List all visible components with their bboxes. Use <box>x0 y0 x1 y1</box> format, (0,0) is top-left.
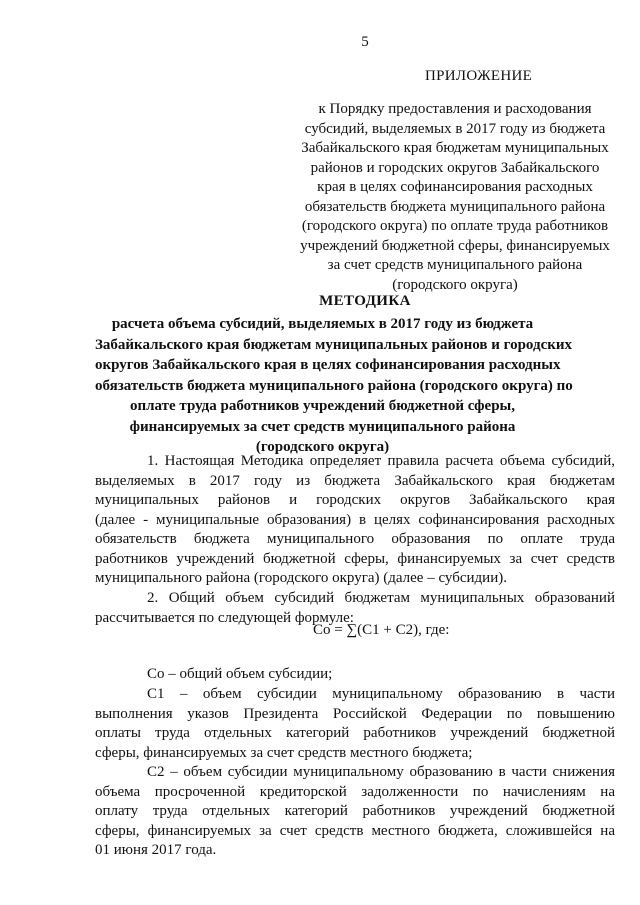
paragraph-line: выделяемых в 2017 году из бюджета Забайкальского края бюджетам <box>95 472 615 489</box>
paragraph-line: муниципального района (городского округа) (далее – субсидии). <box>95 570 507 586</box>
annex-line: за счет средств муниципального района <box>327 257 583 273</box>
subtitle-line: оплате труда работников учреждений бюджетной сферы, <box>129 398 516 414</box>
subtitle-line: округов Забайкальского края в целях софинансирования расходных <box>95 357 561 373</box>
paragraph-line: 1. Настоящая Методика определяет правила расчета объема субсидий, <box>147 453 615 469</box>
annex-line: учреждений бюджетной сферы, финансируемых <box>300 237 610 254</box>
paragraph-line: муниципальных районов и городских округов Забайкальского края <box>95 492 615 508</box>
paragraph-line: 2. Общий объем субсидий бюджетам муниципальных образований <box>147 590 615 606</box>
definition-line: Со – общий объем субсидии; <box>147 666 333 682</box>
definition-c1 <box>95 685 615 763</box>
formula: Со = ∑(С1 + С2), где: <box>313 622 450 638</box>
annex-line: края в целях софинансирования расходных <box>317 179 593 195</box>
subtitle-line: (городского округа) <box>255 439 390 455</box>
definition-line: С2 – объем субсидии муниципальному образованию в части снижения <box>147 764 615 780</box>
definition-line: выполнения указов Президента Российской Федерации по повышению <box>95 705 615 722</box>
annex-line: (городского округа) <box>392 276 518 293</box>
annex-line: обязательств бюджета муниципального района <box>304 198 606 215</box>
annex-description <box>270 100 640 295</box>
annex-line: Забайкальского края бюджетам муниципальных <box>301 140 609 156</box>
definition-c2 <box>95 763 615 861</box>
page-number: 5 <box>361 34 369 50</box>
paragraph-line: обязательств бюджета муниципального образования по оплате труда <box>95 531 615 547</box>
paragraph-line: работников учреждений бюджетной сферы, финансируемых за счет средств <box>95 550 615 567</box>
annex-line: (городского округа) по оплате труда работников <box>301 218 609 234</box>
paragraph-1 <box>95 452 615 589</box>
annex-line: районов и городских округов Забайкальского <box>310 159 600 176</box>
definition-line: оплату труда отдельных категорий работников учреждений бюджетной <box>95 803 615 819</box>
definition-line: оплаты труда отдельных категорий работников учреждений бюджетной <box>95 725 615 741</box>
definition-co <box>95 665 615 685</box>
definition-line: объема просроченной кредиторской задолженности по начислениям на <box>95 783 615 800</box>
subtitle-line: Забайкальского края бюджетам муниципальных районов и городских <box>95 336 573 353</box>
annex-line: субсидий, выделяемых в 2017 году из бюджета <box>304 120 606 137</box>
subtitle-line: расчета объема субсидий, выделяемых в 2017 году из бюджета <box>111 316 534 332</box>
definition-line: 01 июня 2017 года. <box>95 842 217 858</box>
subtitle-line: финансируемых за счет средств муниципального района <box>129 418 516 435</box>
methodology-title: МЕТОДИКА <box>319 293 411 309</box>
paragraph-line: рассчитывается по следующей формуле: <box>95 609 354 626</box>
annex-title: ПРИЛОЖЕНИЕ <box>425 68 533 84</box>
definition-line: сферы, финансируемых за счет средств местного бюджета, сложившейся на <box>95 822 615 839</box>
methodology-subtitle <box>95 314 573 458</box>
paragraph-line: (далее - муниципальные образования) в целях софинансирования расходных <box>95 511 615 528</box>
definition-line: сферы, финансируемых за счет средств местного бюджета; <box>95 744 473 761</box>
definition-line: С1 – объем субсидии муниципальному образованию в части <box>147 686 615 702</box>
annex-line: к Порядку предоставления и расходования <box>318 101 592 117</box>
subtitle-line: обязательств бюджета муниципального района (городского округа) по <box>95 377 573 394</box>
